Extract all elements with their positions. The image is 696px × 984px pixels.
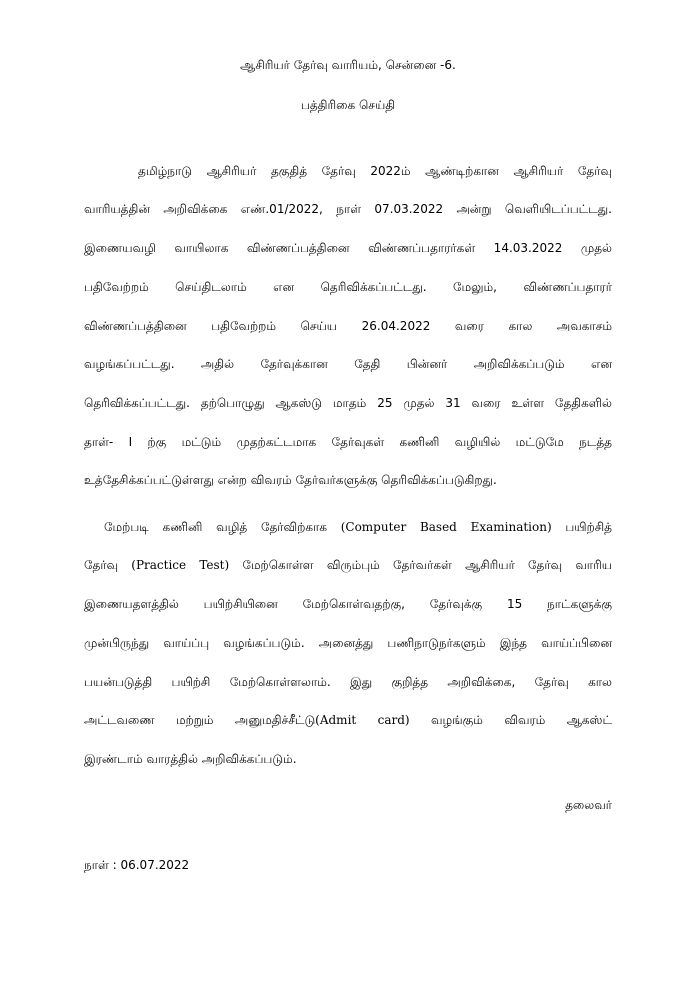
paragraph-2-line-1-text-a: மேற்படி கணினி வழித் தேர்விற்காக [104, 520, 341, 534]
paragraph-1-line-4: பதிவேற்றம் செய்திடலாம் என தெரிவிக்கப்பட்டது. மேலும், விண்ணப்பதாரர் [84, 280, 612, 294]
press-release-heading: பத்திரிகை செய்தி [300, 98, 396, 112]
paragraph-1-line-8: தாள்- I ற்கு மட்டும் முதற்கட்டமாக தேர்வுகள் கணினி வழியில் மட்டுமே நடத்த [84, 435, 612, 449]
paragraph-2-line-2 [84, 556, 612, 574]
paragraph-2-line-6-english: (Admit card) [315, 713, 410, 727]
paragraph-2-line-6 [84, 711, 612, 729]
paragraph-2-line-7: இரண்டாம் வாரத்தில் அறிவிக்கப்படும். [84, 752, 297, 766]
paragraph-2-line-2-text-b: மேற்கொள்ள விரும்பும் தேர்வர்கள் ஆசிரியர் தேர்வு வாரிய [229, 558, 612, 572]
paragraph-2-line-1-english: (Computer Based Examination) [340, 520, 552, 534]
paragraph-2-line-3: இணையதளத்தில் பயிற்சியினை மேற்கொள்வதற்கு, தேர்வுக்கு 15 நாட்களுக்கு [84, 597, 612, 611]
signatory-title: தலைவர் [565, 798, 612, 812]
paragraph-2-line-5: பயன்படுத்தி பயிற்சி மேற்கொள்ளலாம். இது குறித்த அறிவிக்கை, தேர்வு கால [84, 675, 612, 689]
paragraph-1-line-1: தமிழ்நாடு ஆசிரியர் தகுதித் தேர்வு 2022ம் ஆண்டிற்கான ஆசிரியர் தேர்வு [138, 164, 612, 178]
date-line: நாள் : 06.07.2022 [84, 858, 190, 872]
paragraph-1-line-7: தெரிவிக்கப்பட்டது. தற்பொழுது ஆகஸ்டு மாதம் 25 முதல் 31 வரை உள்ள தேதிகளில் [84, 396, 612, 410]
paragraph-1-line-9: உத்தேசிக்கப்பட்டுள்ளது என்ற விவரம் தேர்வர்களுக்கு தெரிவிக்கப்படுகிறது. [84, 473, 497, 487]
paragraph-1-line-3: இணையவழி வாயிலாக விண்ணப்பத்தினை விண்ணப்பதாரர்கள் 14.03.2022 முதல் [84, 241, 612, 255]
paragraph-1-line-6: வழங்கப்பட்டது. அதில் தேர்வுக்கான தேதி பின்னர் அறிவிக்கப்படும் என [84, 357, 612, 371]
paragraph-2-line-6-text-a: அட்டவணை மற்றும் அனுமதிச்சீட்டு [84, 713, 316, 727]
paragraph-2-line-2-text-a: தேர்வு [84, 558, 132, 572]
paragraph-2-line-4: முன்பிருந்து வாய்ப்பு வழங்கப்படும். அனைத்து பணிநாடுநர்களும் இந்த வாய்ப்பினை [84, 636, 612, 650]
paragraph-2-line-1 [104, 518, 612, 536]
paragraph-1-line-2: வாரியத்தின் அறிவிக்கை எண்.01/2022, நாள் 07.03.2022 அன்று வெளியிடப்பட்டது. [84, 202, 612, 216]
paragraph-2-line-1-text-b: பயிற்சித் [551, 520, 612, 534]
paragraph-2-line-2-english: (Practice Test) [131, 558, 230, 572]
paragraph-2-line-6-text-b: வழங்கும் விவரம் ஆகஸ்ட் [409, 713, 612, 727]
organization-heading: ஆசிரியர் தேர்வு வாரியம், சென்னை -6. [240, 58, 456, 72]
paragraph-1-line-5: விண்ணப்பத்தினை பதிவேற்றம் செய்ய 26.04.2022 வரை கால அவகாசம் [84, 319, 612, 333]
